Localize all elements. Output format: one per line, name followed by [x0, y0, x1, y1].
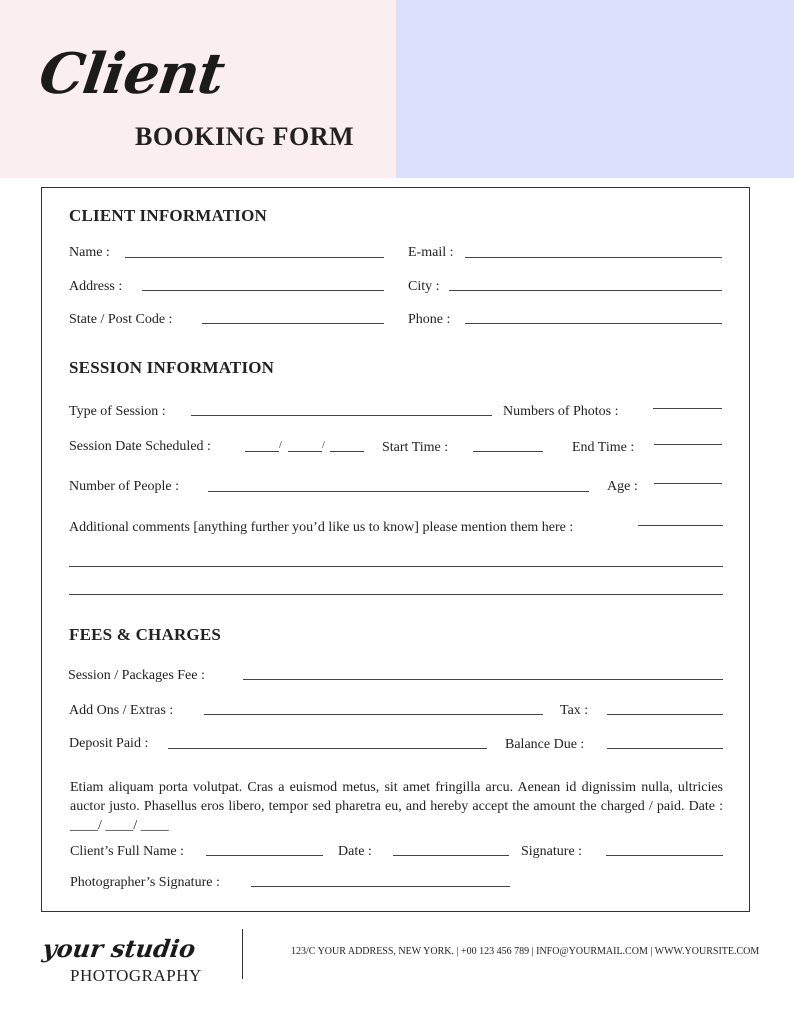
comments-label: Additional comments [anything further you’d like us to know] please mention them here :	[69, 520, 574, 535]
comments-field-1[interactable]	[638, 525, 723, 526]
tax-field[interactable]	[607, 714, 723, 715]
end-time-label: End Time :	[572, 440, 635, 455]
name-label: Name :	[69, 245, 110, 260]
package-fee-label: Session / Packages Fee :	[68, 668, 205, 683]
address-field[interactable]	[142, 290, 384, 291]
people-label: Number of People :	[69, 479, 180, 494]
client-info-heading: CLIENT INFORMATION	[69, 206, 268, 225]
comments-field-2[interactable]	[69, 566, 723, 567]
addons-field[interactable]	[204, 714, 543, 715]
email-label: E-mail :	[408, 245, 454, 260]
photos-field[interactable]	[653, 408, 722, 409]
deposit-field[interactable]	[168, 748, 487, 749]
signature-field[interactable]	[606, 855, 723, 856]
client-name-label: Client’s Full Name :	[70, 844, 184, 859]
date-separator-2: /	[322, 440, 325, 451]
session-date-day[interactable]	[288, 451, 322, 452]
city-label: City :	[408, 279, 440, 294]
session-date-year[interactable]	[330, 451, 364, 452]
state-field[interactable]	[202, 323, 384, 324]
studio-logo-script: your studio	[40, 934, 198, 963]
footer-contact-info: 123/C YOUR ADDRESS, NEW YORK. | +00 123 456 789 | INFO@YOURMAIL.COM | WWW.YOURSITE.COM	[291, 946, 760, 957]
fees-heading: FEES & CHARGES	[69, 625, 222, 644]
comments-field-3[interactable]	[69, 594, 723, 595]
header-blue-panel	[396, 0, 794, 178]
tax-label: Tax :	[560, 703, 589, 718]
session-date-label: Session Date Scheduled :	[69, 439, 211, 454]
date-field[interactable]	[393, 855, 509, 856]
studio-logo-photography: PHOTOGRAPHY	[70, 966, 202, 985]
start-time-label: Start Time :	[382, 440, 449, 455]
start-time-field[interactable]	[473, 451, 543, 452]
deposit-label: Deposit Paid :	[69, 736, 149, 751]
session-type-field[interactable]	[191, 415, 492, 416]
phone-label: Phone :	[408, 312, 451, 327]
photos-label: Numbers of Photos :	[503, 404, 619, 419]
phone-field[interactable]	[465, 323, 722, 324]
end-time-field[interactable]	[654, 444, 722, 445]
photographer-signature-field[interactable]	[251, 886, 510, 887]
date-label: Date :	[338, 844, 372, 859]
name-field[interactable]	[125, 257, 384, 258]
footer-divider	[242, 929, 243, 979]
addons-label: Add Ons / Extras :	[69, 703, 174, 718]
agreement-paragraph: Etiam aliquam porta volutpat. Cras a euismod metus, sit amet fringilla arcu. Aenean id dignissim nulla, ultricies auctor justo. Phasellus eros libero, tempor sed pharetra eu, and hereby accept the amount the charged / paid. Date : ____/ ____/ ____	[70, 780, 723, 833]
form-title-script: Client	[35, 41, 228, 107]
session-type-label: Type of Session :	[69, 404, 166, 419]
age-label: Age :	[607, 479, 638, 494]
session-info-heading: SESSION INFORMATION	[69, 358, 275, 377]
email-field[interactable]	[465, 257, 722, 258]
people-field[interactable]	[208, 491, 589, 492]
age-field[interactable]	[654, 483, 722, 484]
date-separator-1: /	[279, 440, 282, 451]
client-name-field[interactable]	[206, 855, 323, 856]
address-label: Address :	[69, 279, 123, 294]
balance-label: Balance Due :	[505, 737, 585, 752]
balance-field[interactable]	[607, 748, 723, 749]
package-fee-field[interactable]	[243, 679, 723, 680]
state-label: State / Post Code :	[69, 312, 173, 327]
photographer-signature-label: Photographer’s Signature :	[70, 875, 220, 890]
form-subtitle: BOOKING FORM	[135, 122, 355, 151]
city-field[interactable]	[449, 290, 722, 291]
signature-label: Signature :	[521, 844, 583, 859]
session-date-month[interactable]	[245, 451, 279, 452]
